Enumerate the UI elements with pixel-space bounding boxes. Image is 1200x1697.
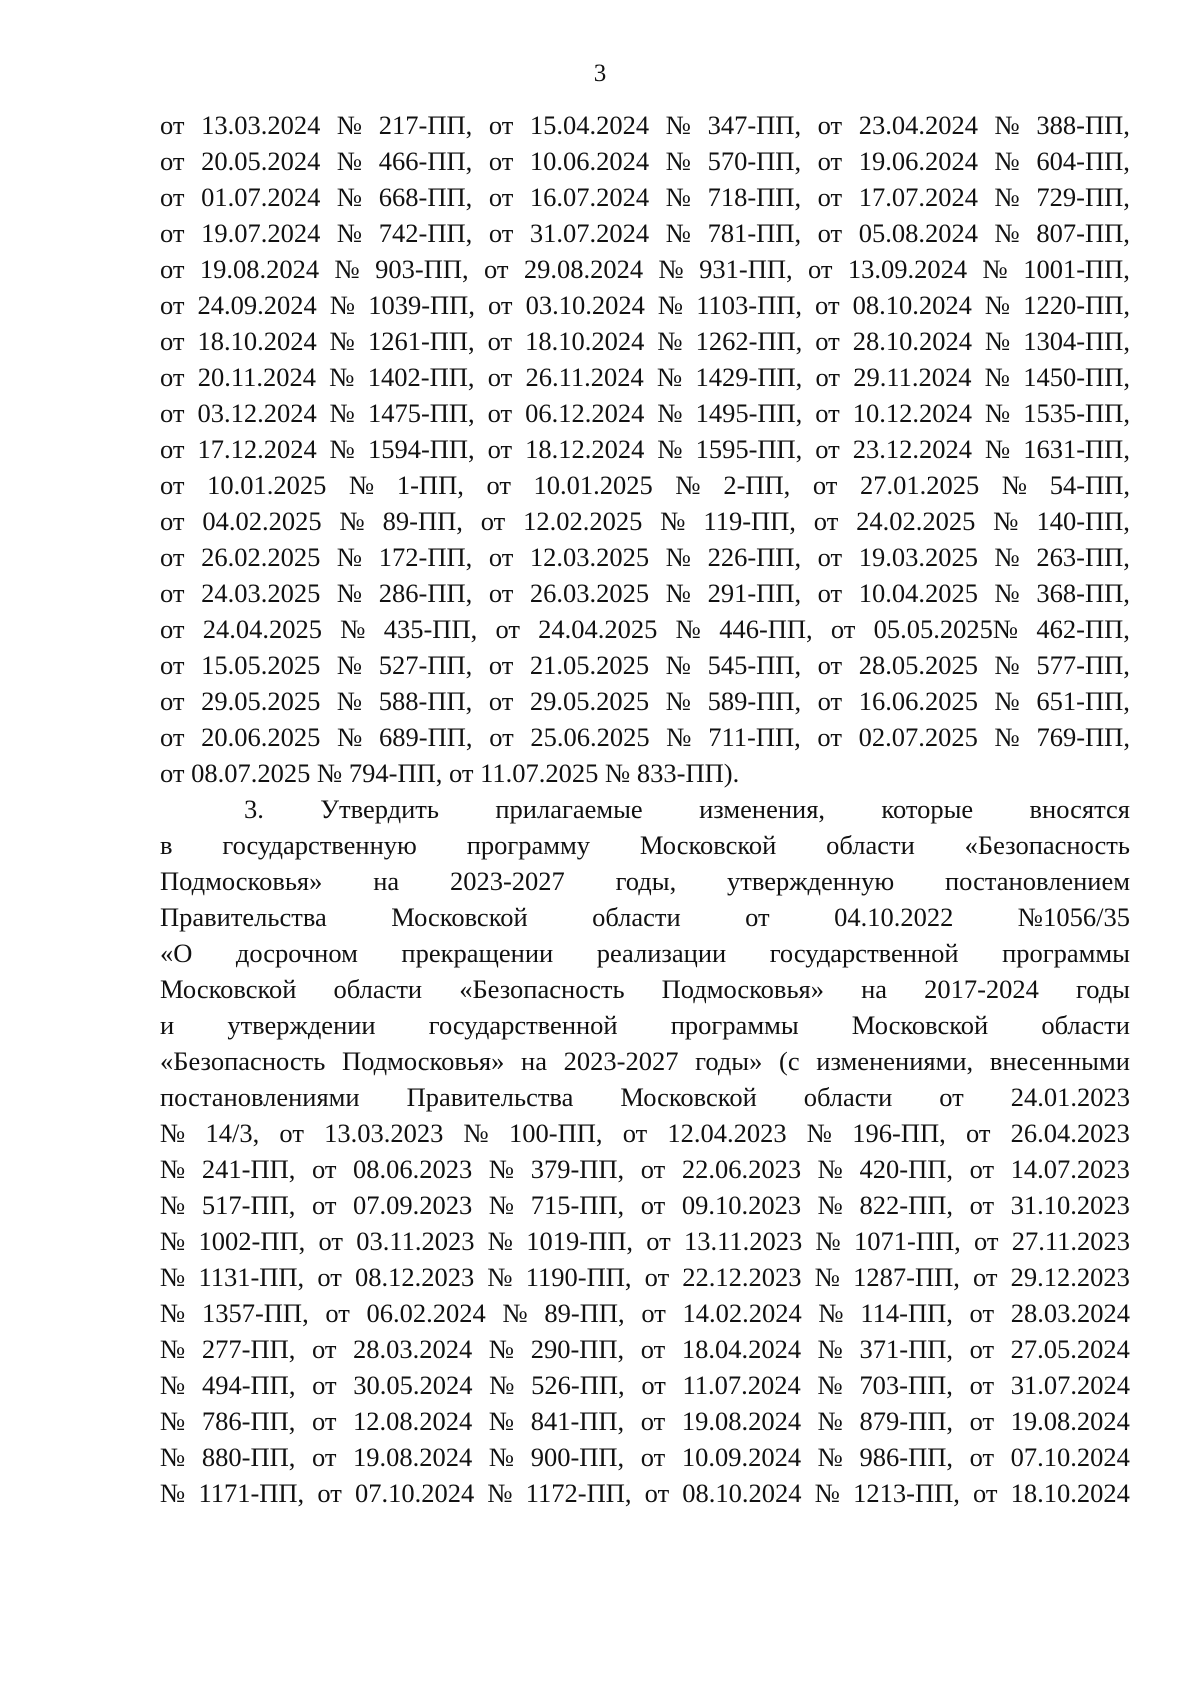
text-line: от 18.10.2024 № 1261-ПП, от 18.10.2024 № 1262-ПП, от 28.10.2024 № 1304-ПП,: [160, 326, 1130, 356]
text-line: от 01.07.2024 № 668-ПП, от 16.07.2024 № 718-ПП, от 17.07.2024 № 729-ПП,: [160, 182, 1130, 212]
text-line: № 517-ПП, от 07.09.2023 № 715-ПП, от 09.10.2023 № 822-ПП, от 31.10.2023: [160, 1190, 1130, 1220]
text-line: Правительства Московской области от 04.10.2022 №1056/35: [160, 902, 1130, 932]
text-line: от 24.09.2024 № 1039-ПП, от 03.10.2024 № 1103-ПП, от 08.10.2024 № 1220-ПП,: [160, 290, 1130, 320]
text-line: № 1131-ПП, от 08.12.2023 № 1190-ПП, от 22.12.2023 № 1287-ПП, от 29.12.2023: [160, 1262, 1130, 1292]
text-line: Подмосковья» на 2023-2027 годы, утвержденную постановлением: [160, 866, 1130, 896]
text-line: от 20.05.2024 № 466-ПП, от 10.06.2024 № 570-ПП, от 19.06.2024 № 604-ПП,: [160, 146, 1130, 176]
text-line: «О досрочном прекращении реализации государственной программы: [160, 938, 1130, 968]
text-line: от 17.12.2024 № 1594-ПП, от 18.12.2024 № 1595-ПП, от 23.12.2024 № 1631-ПП,: [160, 434, 1130, 464]
text-line: от 04.02.2025 № 89-ПП, от 12.02.2025 № 119-ПП, от 24.02.2025 № 140-ПП,: [160, 506, 1130, 536]
text-line: от 08.07.2025 № 794-ПП, от 11.07.2025 № 833-ПП).: [160, 758, 740, 788]
text-line: № 14/3, от 13.03.2023 № 100-ПП, от 12.04.2023 № 196-ПП, от 26.04.2023: [160, 1118, 1130, 1148]
text-line: № 1171-ПП, от 07.10.2024 № 1172-ПП, от 08.10.2024 № 1213-ПП, от 18.10.2024: [160, 1478, 1130, 1508]
text-line: № 241-ПП, от 08.06.2023 № 379-ПП, от 22.06.2023 № 420-ПП, от 14.07.2023: [160, 1154, 1130, 1184]
text-line: № 786-ПП, от 12.08.2024 № 841-ПП, от 19.08.2024 № 879-ПП, от 19.08.2024: [160, 1406, 1130, 1436]
text-line: от 26.02.2025 № 172-ПП, от 12.03.2025 № 226-ПП, от 19.03.2025 № 263-ПП,: [160, 542, 1130, 572]
text-line: и утверждении государственной программы Московской области: [160, 1010, 1130, 1040]
text-line: от 13.03.2024 № 217-ПП, от 15.04.2024 № 347-ПП, от 23.04.2024 № 388-ПП,: [160, 110, 1130, 140]
text-line: от 24.03.2025 № 286-ПП, от 26.03.2025 № 291-ПП, от 10.04.2025 № 368-ПП,: [160, 578, 1130, 608]
text-line: от 29.05.2025 № 588-ПП, от 29.05.2025 № 589-ПП, от 16.06.2025 № 651-ПП,: [160, 686, 1130, 716]
text-line: от 20.06.2025 № 689-ПП, от 25.06.2025 № 711-ПП, от 02.07.2025 № 769-ПП,: [160, 722, 1130, 752]
text-line: № 880-ПП, от 19.08.2024 № 900-ПП, от 10.09.2024 № 986-ПП, от 07.10.2024: [160, 1442, 1130, 1472]
text-line: № 494-ПП, от 30.05.2024 № 526-ПП, от 11.07.2024 № 703-ПП, от 31.07.2024: [160, 1370, 1130, 1400]
text-line: № 277-ПП, от 28.03.2024 № 290-ПП, от 18.04.2024 № 371-ПП, от 27.05.2024: [160, 1334, 1130, 1364]
text-line: 3. Утвердить прилагаемые изменения, которые вносятся: [244, 794, 1130, 824]
text-line: от 24.04.2025 № 435-ПП, от 24.04.2025 № 446-ПП, от 05.05.2025№ 462-ПП,: [160, 614, 1130, 644]
text-line: № 1357-ПП, от 06.02.2024 № 89-ПП, от 14.02.2024 № 114-ПП, от 28.03.2024: [160, 1298, 1130, 1328]
text-line: от 03.12.2024 № 1475-ПП, от 06.12.2024 № 1495-ПП, от 10.12.2024 № 1535-ПП,: [160, 398, 1130, 428]
text-line: постановлениями Правительства Московской области от 24.01.2023: [160, 1082, 1130, 1112]
text-line: от 10.01.2025 № 1-ПП, от 10.01.2025 № 2-ПП, от 27.01.2025 № 54-ПП,: [160, 470, 1130, 500]
text-line: от 15.05.2025 № 527-ПП, от 21.05.2025 № 545-ПП, от 28.05.2025 № 577-ПП,: [160, 650, 1130, 680]
text-line: от 19.08.2024 № 903-ПП, от 29.08.2024 № 931-ПП, от 13.09.2024 № 1001-ПП,: [160, 254, 1130, 284]
text-line: «Безопасность Подмосковья» на 2023-2027 годы» (с изменениями, внесенными: [160, 1046, 1130, 1076]
document-body: [160, 107, 1130, 1511]
text-line: от 20.11.2024 № 1402-ПП, от 26.11.2024 № 1429-ПП, от 29.11.2024 № 1450-ПП,: [160, 362, 1130, 392]
text-line: от 19.07.2024 № 742-ПП, от 31.07.2024 № 781-ПП, от 05.08.2024 № 807-ПП,: [160, 218, 1130, 248]
text-line: в государственную программу Московской области «Безопасность: [160, 830, 1130, 860]
page-number: 3: [593, 60, 607, 87]
text-line: Московской области «Безопасность Подмосковья» на 2017-2024 годы: [160, 974, 1130, 1004]
text-line: № 1002-ПП, от 03.11.2023 № 1019-ПП, от 13.11.2023 № 1071-ПП, от 27.11.2023: [160, 1226, 1130, 1256]
